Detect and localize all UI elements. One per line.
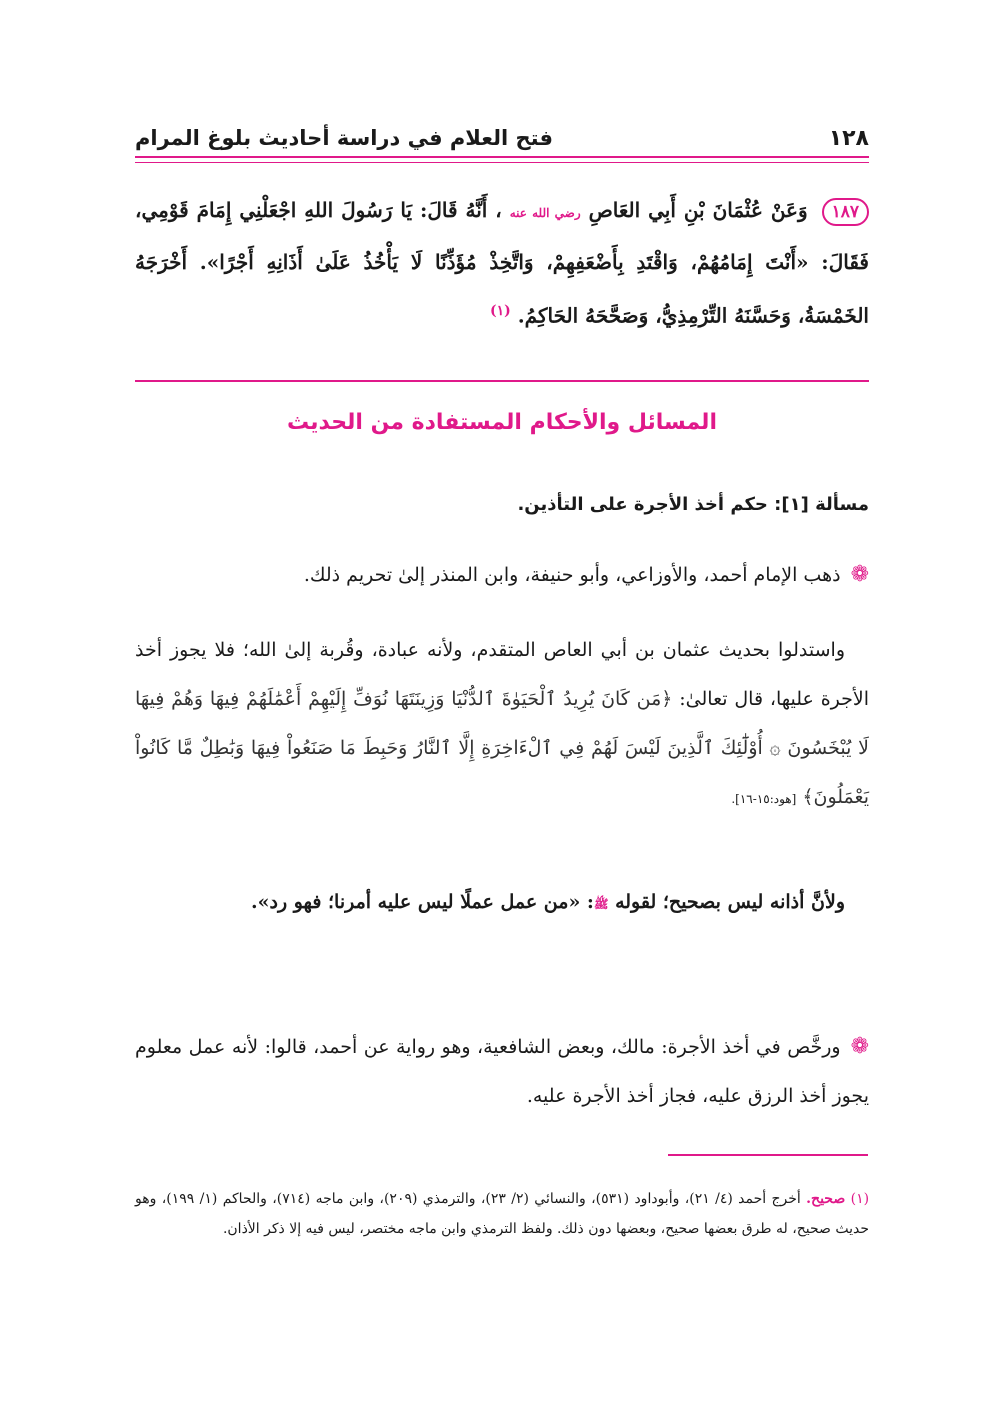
footnote (135, 1184, 869, 1244)
paragraph-2-text: واستدلوا بحديث عثمان بن أبي العاص المتقدم، ولأنه عبادة، وقُربة إلىٰ الله؛ فلا يجوز أخذ الأجرة عليها، قال تعالىٰ: (135, 639, 869, 710)
honorific-symbol: رضي الله عنه (509, 206, 581, 220)
paragraph-1 (135, 550, 869, 600)
flower-bullet-icon: ❁ (850, 562, 869, 587)
issue-heading (135, 494, 869, 515)
running-header (135, 118, 869, 158)
book-title: فتح العلام في دراسة أحاديث بلوغ المرام (135, 126, 553, 150)
hadith-text (135, 186, 869, 341)
hadith-text-part1: وَعَنْ عُثْمَانَ بْنِ أَبِي العَاصِ (588, 198, 808, 222)
footnote-text: أخرج أحمد (٤/ ٢١)، وأبوداود (٥٣١)، والنسائي (٢/ ٢٣)، والترمذي (٢٠٩)، وابن ماجه (٧١٤)، والحاكم (١/ ١٩٩)، وهو حديث صحيح، له طرق بعضها صحيح، وبعضها دون ذلك. ولفظ الترمذي وابن ماجه مختصر، ليس فيه إلا ذكر الأذان. (135, 1191, 869, 1237)
hadith-number-badge: ١٨٧ (822, 198, 869, 226)
prophet-honorific-symbol: ﷺ (593, 897, 609, 911)
section-heading: المسائل والأحكام المستفادة من الحديث (287, 410, 717, 435)
flower-bullet-icon: ❁ (850, 1034, 869, 1059)
paragraph-3-text-b: : «من عمل عملًا ليس عليه أمرنا؛ فهو رد». (251, 891, 594, 913)
header-rule (135, 156, 869, 158)
header-rule-thin (135, 162, 869, 163)
paragraph-3 (135, 878, 869, 929)
paragraph-3-text-a: ولأنَّ أذانه ليس بصحيح؛ لقوله (615, 891, 845, 913)
paragraph-2 (135, 626, 869, 824)
section-divider (135, 380, 869, 382)
hadith-text-part2: ، أَنَّهُ قَالَ: يَا رَسُولَ اللهِ اجْعَلْنِي إِمَامَ قَوْمِي، فَقَالَ: «أَنْتَ إِمَامُهُمْ، وَاقْتَدِ بِأَضْعَفِهِمْ، وَاتَّخِذْ مُؤَذِّنًا لَا يَأْخُذُ عَلَىٰ أَذَانِهِ أَجْرًا». أَخْرَجَهُ الخَمْسَةُ، وَحَسَّنَهُ التِّرْمِذِيُّ، وَصَحَّحَهُ الحَاكِمُ. (135, 198, 869, 328)
footnote-number: (١) (850, 1191, 870, 1207)
page-number: ١٢٨ (828, 125, 869, 151)
paragraph-4-text: ورخَّص في أخذ الأجرة: مالك، وبعض الشافعية، وهو رواية عن أحمد، قالوا: لأنه عمل معلوم يجوز أخذ الرزق عليه، فجاز أخذ الأجرة عليه. (135, 1036, 869, 1107)
paragraph-1-text: ذهب الإمام أحمد، والأوزاعي، وأبو حنيفة، وابن المنذر إلىٰ تحريم ذلك. (303, 564, 841, 586)
quran-verse: ﴿مَن كَانَ يُرِيدُ ٱلْحَيَوٰةَ ٱلدُّنْيَا وَزِينَتَهَا نُوَفِّ إِلَيْهِمْ أَعْمَٰلَهُمْ فِيهَا وَهُمْ فِيهَا لَا يُبْخَسُونَ ۞ أُوْلَٰٓئِكَ ٱلَّذِينَ لَيْسَ لَهُمْ فِي ٱلْءَاخِرَةِ إِلَّا ٱلنَّارُ وَحَبِطَ مَا صَنَعُواْ فِيهَا وَبَٰطِلٌ مَّا كَانُواْ يَعْمَلُونَ﴾ (135, 688, 869, 808)
paragraph-4 (135, 1022, 869, 1121)
footnote-grade: صحيح. (806, 1191, 846, 1207)
footnote-marker: (١) (489, 303, 511, 319)
issue-title: حكم أخذ الأجرة على التأذين. (517, 494, 768, 515)
quran-reference: [هود:١٥-١٦]. (731, 792, 797, 806)
footnote-divider (668, 1154, 868, 1156)
issue-label: مسألة [١]: (774, 494, 869, 515)
